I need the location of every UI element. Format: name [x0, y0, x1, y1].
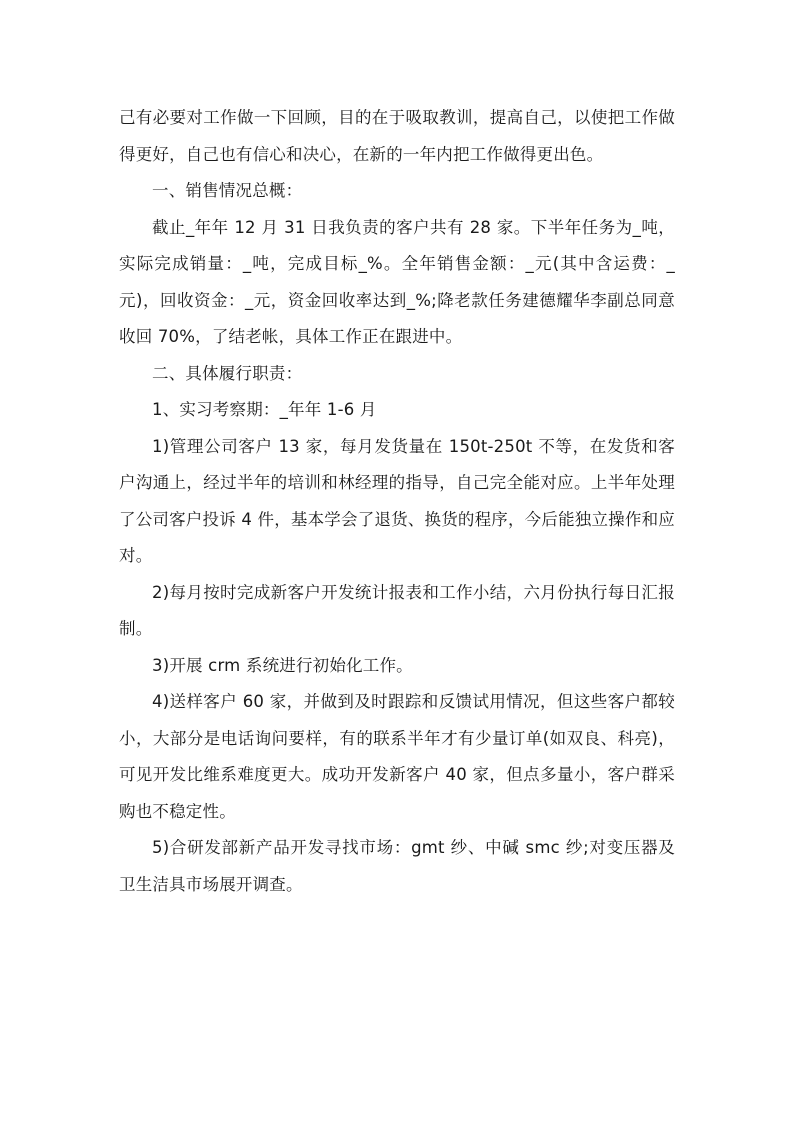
list-item-4: 4)送样客户 60 家，并做到及时跟踪和反馈试用情况，但这些客户都较小，大部分是电话询问要样，有的联系半年才有少量订单(如双良、科亮)，可见开发比维系难度更大。成功开发新客户 40 家，但点多量小，客户群采购也不稳定性。	[119, 692, 675, 821]
subheading-internship-period: 1、实习考察期：_年年 1-6 月	[152, 400, 377, 419]
heading-duties: 二、具体履行职责：	[152, 363, 303, 383]
heading-sales-overview: 一、销售情况总概：	[152, 181, 303, 200]
list-item-2: 2)每月按时完成新客户开发统计报表和工作小结，六月份执行每日汇报制。	[119, 582, 675, 638]
paragraph-sales-figures: 截止_年年 12 月 31 日我负责的客户共有 28 家。下半年任务为_吨，实际完成销量：_吨，完成目标_%。全年销售金额：_元(其中含运费：_元)，回收资金：_元，资金回收率达到_%;降老款任务建德耀华李副总同意收回 70%，了结老帐，具体工作正在跟进中。	[119, 217, 675, 346]
list-item-3: 3)开展 crm 系统进行初始化工作。	[152, 655, 413, 675]
paragraph-intro-continuation: 己有必要对工作做一下回顾，目的在于吸取教训，提高自己，以使把工作做得更好，自己也有信心和决心，在新的一年内把工作做得更出色。	[119, 108, 675, 164]
document-body	[119, 100, 675, 903]
list-item-1: 1)管理公司客户 13 家，每月发货量在 150t-250t 不等，在发货和客户沟通上，经过半年的培训和林经理的指导，自己完全能对应。上半年处理了公司客户投诉 4 件，基本学会了退货、换货的程序，今后能独立操作和应对。	[119, 436, 675, 565]
list-item-5: 5)合研发部新产品开发寻找市场：gmt 纱、中碱 smc 纱;对变压器及卫生洁具市场展开调查。	[119, 838, 675, 894]
